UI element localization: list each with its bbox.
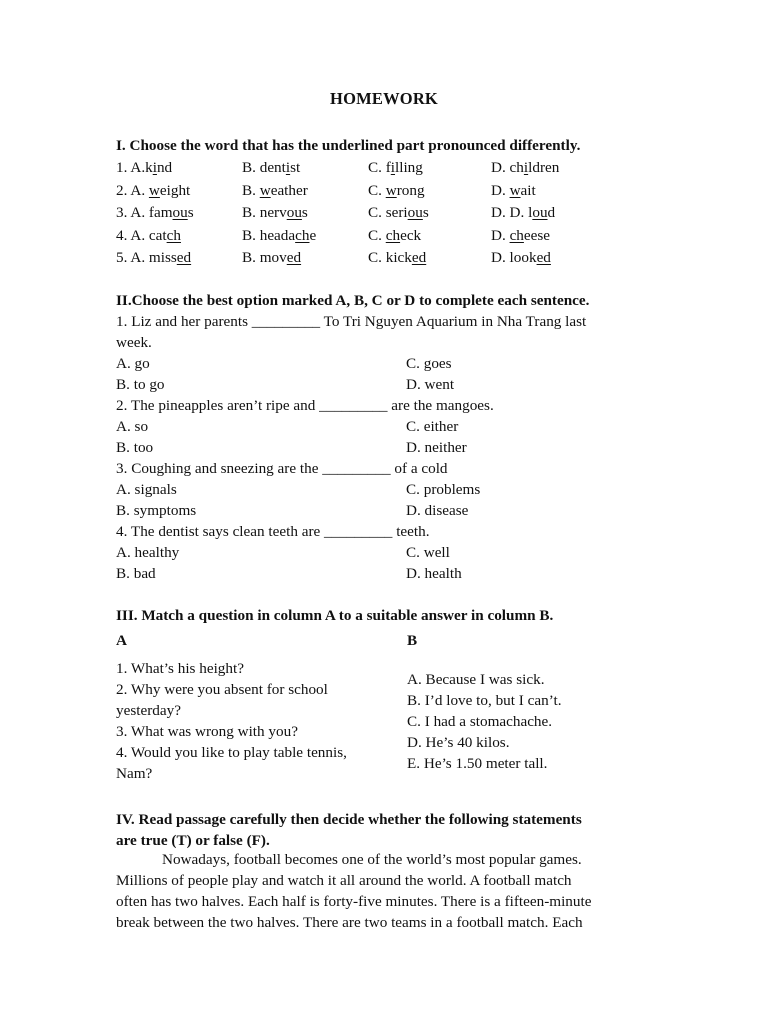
q2-option-b: B. too <box>116 439 154 456</box>
pronunciation-option <box>116 248 191 269</box>
page-title: HOMEWORK <box>330 89 438 108</box>
column-a-line: 2. Why were you absent for school <box>116 681 328 698</box>
passage-line: Millions of people play and watch it all around the world. A football match <box>116 872 572 889</box>
pronunciation-row <box>116 226 676 247</box>
underlined-part: ed <box>176 249 192 266</box>
option-text: 2. A. <box>116 181 149 199</box>
option-text: C. f <box>368 159 391 176</box>
option-text: B. dent <box>242 159 286 176</box>
q2-option-a: A. so <box>116 418 149 435</box>
option-text: B. mov <box>242 249 287 266</box>
option-text: eight <box>159 181 191 199</box>
pronunciation-option <box>368 226 421 247</box>
column-b-line: A. Because I was sick. <box>407 671 545 688</box>
underlined-part: ou <box>172 204 188 221</box>
column-a-line: yesterday? <box>116 702 181 719</box>
pronunciation-row <box>116 181 676 202</box>
option-text: C. seri <box>368 204 408 221</box>
underlined-part: w <box>509 181 521 199</box>
section-3-heading: III. Match a question in column A to a suitable answer in column B. <box>116 607 554 624</box>
q3-option-a: A. signals <box>116 481 177 498</box>
option-text: D. look <box>491 249 537 266</box>
pronunciation-option <box>116 158 172 179</box>
underlined-part: w <box>148 181 160 199</box>
option-text: B. heada <box>242 226 296 244</box>
column-a-label: A <box>116 632 127 649</box>
column-b-line: E. He’s 1.50 meter tall. <box>407 755 548 772</box>
pronunciation-option <box>491 158 559 179</box>
option-text: s <box>187 204 194 221</box>
option-text: 4. A. cat <box>116 226 167 244</box>
option-text: eck <box>400 226 422 244</box>
option-text: s <box>301 204 308 221</box>
option-text: e <box>309 226 317 244</box>
underlined-part: ou <box>286 204 302 221</box>
option-text: C. kick <box>368 249 412 266</box>
option-text: 1. A.k <box>116 159 153 176</box>
passage-line: break between the two halves. There are two teams in a football match. Each <box>116 914 583 931</box>
underlined-part: i <box>152 159 157 176</box>
q4-option-c: C. well <box>406 544 450 561</box>
pronunciation-option <box>242 158 300 179</box>
q2-option-c: C. either <box>406 418 459 435</box>
option-text: D. <box>491 226 510 244</box>
underlined-part: w <box>259 181 271 199</box>
section-2-heading: II.Choose the best option marked A, B, C or D to complete each sentence. <box>116 292 590 309</box>
option-text: d <box>547 204 556 221</box>
pronunciation-option <box>242 181 308 202</box>
pronunciation-option <box>368 248 426 269</box>
q3-option-d: D. disease <box>406 502 469 519</box>
column-b-line: B. I’d love to, but I can’t. <box>407 692 562 709</box>
option-text: s <box>422 204 429 221</box>
option-text: B. nerv <box>242 204 287 221</box>
pronunciation-option <box>491 248 551 269</box>
column-a-line: 4. Would you like to play table tennis, <box>116 744 347 761</box>
q1-option-b: B. to go <box>116 376 165 393</box>
question-4-text: 4. The dentist says clean teeth are _________ teeth. <box>116 523 430 540</box>
option-text: 3. A. fam <box>116 204 173 221</box>
option-text: ait <box>520 181 536 199</box>
option-text: D. ch <box>491 159 524 176</box>
option-text: eather <box>270 181 308 199</box>
pronunciation-option <box>368 158 423 179</box>
underlined-part: ou <box>407 204 423 221</box>
column-a-line: 1. What’s his height? <box>116 660 244 677</box>
pronunciation-row <box>116 248 676 269</box>
q4-option-d: D. health <box>406 565 462 582</box>
pronunciation-option <box>491 203 555 224</box>
option-text: nd <box>156 159 173 176</box>
passage-line: Nowadays, football becomes one of the world’s most popular games. <box>162 851 582 868</box>
option-text: eese <box>523 226 551 244</box>
underlined-part: ed <box>536 249 551 266</box>
q2-option-d: D. neither <box>406 439 467 456</box>
underlined-part: ed <box>411 249 427 266</box>
pronunciation-option <box>368 203 429 224</box>
underlined-part: ed <box>286 249 302 266</box>
option-text: D. <box>491 181 510 199</box>
column-a-line: 3. What was wrong with you? <box>116 723 298 740</box>
section-4-heading-line-2: are true (T) or false (F). <box>116 832 270 849</box>
option-text: C. <box>368 226 386 244</box>
underlined-part: ch <box>385 226 401 244</box>
section-1-heading: I. Choose the word that has the underlined part pronounced differently. <box>116 137 581 154</box>
column-a-line: Nam? <box>116 765 153 782</box>
underlined-part: ch <box>509 226 524 244</box>
column-b-line: D. He’s 40 kilos. <box>407 734 510 751</box>
question-1-line-2: week. <box>116 334 152 351</box>
column-b-line: C. I had a stomachache. <box>407 713 553 730</box>
passage-line: often has two halves. Each half is forty-five minutes. There is a fifteen-minute <box>116 893 592 910</box>
q4-option-a: A. healthy <box>116 544 180 561</box>
underlined-part: i <box>285 159 291 176</box>
pronunciation-option <box>116 203 194 224</box>
underlined-part: ch <box>166 226 181 244</box>
underlined-part: i <box>390 159 396 176</box>
pronunciation-option <box>242 248 301 269</box>
q1-option-c: C. goes <box>406 355 452 372</box>
q3-option-b: B. symptoms <box>116 502 197 519</box>
q3-option-c: C. problems <box>406 481 481 498</box>
pronunciation-row <box>116 158 676 179</box>
option-text: st <box>290 159 301 176</box>
pronunciation-option <box>368 181 425 202</box>
pronunciation-option <box>491 181 536 202</box>
underlined-part: i <box>523 159 529 176</box>
q4-option-b: B. bad <box>116 565 156 582</box>
q1-option-d: D. went <box>406 376 455 393</box>
option-text: ldren <box>528 159 560 176</box>
underlined-part: ou <box>532 204 548 221</box>
option-text: 5. A. miss <box>116 249 177 266</box>
option-text: lling <box>395 159 423 176</box>
question-3-text: 3. Coughing and sneezing are the _________ of a cold <box>116 460 448 477</box>
column-b-label: B <box>407 632 418 649</box>
underlined-part: ch <box>295 226 310 244</box>
question-1-line-1: 1. Liz and her parents _________ To Tri Nguyen Aquarium in Nha Trang last <box>116 313 587 330</box>
option-text: C. <box>368 181 386 199</box>
pronunciation-row <box>116 203 676 224</box>
option-text: B. <box>242 181 260 199</box>
pronunciation-option <box>116 181 190 202</box>
section-4-heading-line-1: IV. Read passage carefully then decide whether the following statements <box>116 811 582 828</box>
underlined-part: w <box>385 181 397 199</box>
pronunciation-option <box>491 226 550 247</box>
question-2-text: 2. The pineapples aren’t ripe and _________ are the mangoes. <box>116 397 494 414</box>
reading-passage <box>116 850 636 934</box>
option-text: D. D. l <box>491 204 533 221</box>
pronunciation-option <box>242 203 308 224</box>
option-text: rong <box>396 181 425 199</box>
q1-option-a: A. go <box>116 355 150 372</box>
pronunciation-option <box>242 226 316 247</box>
pronunciation-option <box>116 226 181 247</box>
